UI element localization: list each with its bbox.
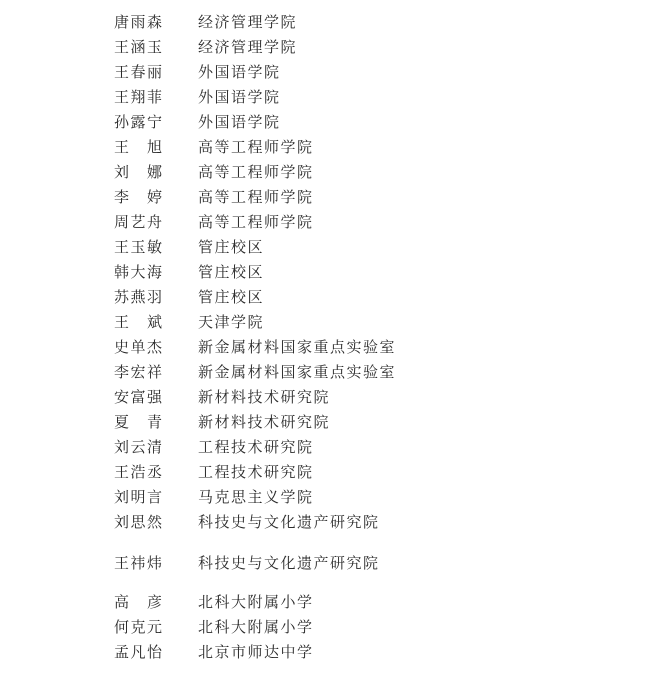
list-item [0, 135, 650, 159]
person-name: 王浩丞 [114, 463, 164, 481]
list-item [0, 285, 650, 309]
person-name: 孙露宁 [114, 113, 164, 131]
list-item [0, 410, 650, 434]
list-item [0, 460, 650, 484]
person-name: 刘 娜 [114, 163, 164, 181]
person-name: 唐雨森 [114, 13, 164, 31]
list-item [0, 615, 650, 639]
person-name: 孟凡怡 [114, 643, 164, 661]
affiliation: 科技史与文化遗产研究院 [198, 554, 380, 572]
list-item [0, 60, 650, 84]
person-name: 安富强 [114, 388, 164, 406]
person-name: 李 婷 [114, 188, 164, 206]
person-name: 王涵玉 [114, 38, 164, 56]
list-item [0, 640, 650, 664]
list-item [0, 185, 650, 209]
person-name: 苏燕羽 [114, 288, 164, 306]
person-name: 高 彦 [114, 593, 164, 611]
list-item [0, 590, 650, 614]
list-item [0, 510, 650, 534]
list-item [0, 551, 650, 575]
list-item [0, 35, 650, 59]
affiliation: 外国语学院 [198, 113, 281, 131]
affiliation: 马克思主义学院 [198, 488, 314, 506]
affiliation: 新金属材料国家重点实验室 [198, 338, 397, 356]
list-item [0, 260, 650, 284]
affiliation: 高等工程师学院 [198, 138, 314, 156]
person-name: 李宏祥 [114, 363, 164, 381]
affiliation: 外国语学院 [198, 88, 281, 106]
list-item [0, 360, 650, 384]
list-item [0, 85, 650, 109]
affiliation: 北京市师达中学 [198, 643, 314, 661]
affiliation: 工程技术研究院 [198, 438, 314, 456]
list-item [0, 235, 650, 259]
person-name: 王祎炜 [114, 554, 164, 572]
affiliation: 管庄校区 [198, 238, 265, 256]
affiliation: 管庄校区 [198, 263, 265, 281]
affiliation: 新材料技术研究院 [198, 388, 331, 406]
affiliation: 新材料技术研究院 [198, 413, 331, 431]
affiliation: 工程技术研究院 [198, 463, 314, 481]
person-name: 王玉敏 [114, 238, 164, 256]
person-name: 周艺舟 [114, 213, 164, 231]
affiliation: 新金属材料国家重点实验室 [198, 363, 397, 381]
list-item [0, 385, 650, 409]
affiliation: 经济管理学院 [198, 13, 298, 31]
affiliation: 科技史与文化遗产研究院 [198, 513, 380, 531]
affiliation: 高等工程师学院 [198, 163, 314, 181]
person-name: 王 旭 [114, 138, 164, 156]
affiliation: 外国语学院 [198, 63, 281, 81]
affiliation: 北科大附属小学 [198, 618, 314, 636]
list-item [0, 335, 650, 359]
person-name: 夏 青 [114, 413, 164, 431]
person-name: 王春丽 [114, 63, 164, 81]
affiliation: 高等工程师学院 [198, 213, 314, 231]
affiliation: 经济管理学院 [198, 38, 298, 56]
person-name: 刘明言 [114, 488, 164, 506]
list-item [0, 435, 650, 459]
list-item [0, 310, 650, 334]
list-item [0, 110, 650, 134]
affiliation: 高等工程师学院 [198, 188, 314, 206]
person-name: 刘云清 [114, 438, 164, 456]
list-item [0, 485, 650, 509]
person-name: 何克元 [114, 618, 164, 636]
list-item [0, 210, 650, 234]
person-name: 王翔菲 [114, 88, 164, 106]
list-item [0, 10, 650, 34]
person-name: 王 斌 [114, 313, 164, 331]
list-item [0, 160, 650, 184]
affiliation: 北科大附属小学 [198, 593, 314, 611]
person-name: 韩大海 [114, 263, 164, 281]
person-name: 刘思然 [114, 513, 164, 531]
affiliation: 管庄校区 [198, 288, 265, 306]
person-name: 史单杰 [114, 338, 164, 356]
affiliation: 天津学院 [198, 313, 265, 331]
